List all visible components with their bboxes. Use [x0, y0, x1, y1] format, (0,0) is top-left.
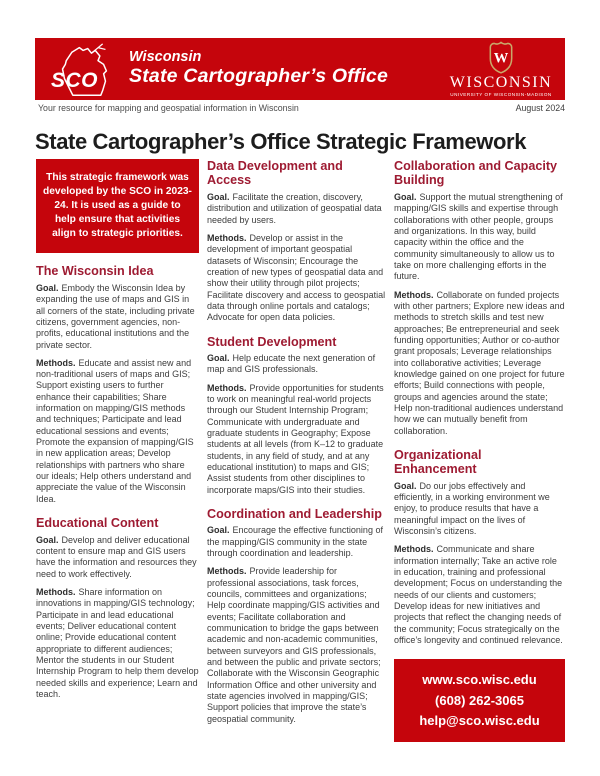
phone-number[interactable]: (608) 262-3065 — [435, 692, 524, 708]
goal-label: Goal. — [36, 282, 59, 293]
goal-paragraph — [207, 353, 386, 376]
goal-label: Goal. — [207, 525, 230, 536]
office-wordmark-line2: State Cartographer’s Office — [129, 65, 388, 88]
tagline-row — [38, 103, 565, 113]
goal-paragraph — [36, 535, 199, 580]
methods-text: Communicate and share information internally; Take an active role in education, training and professional development; Focus on understanding the needs of our clients and customers; Develop ideas for new initiatives and projects that reflect the changing needs of the community; Focus strategically on the office’s longevity and continued relevance. — [394, 544, 563, 646]
goal-label: Goal. — [394, 191, 417, 202]
methods-text: Collaborate on funded projects with other partners; Explore new ideas and methods to stretch skills and test new approaches; Be entrepreneurial and seek funding opportunities; Author or co-author grant proposals; Leverage relationships into collaborative activities; Leverage knowledge gained on one project for future efforts; Build connections with people, groups and agencies around the state; Help non-traditional audiences understand how we can mutually benefit from collaboration. — [394, 289, 565, 436]
methods-label: Methods. — [207, 382, 247, 393]
section-heading: Data Development and Access — [207, 159, 343, 188]
section-heading: The Wisconsin Idea — [36, 264, 154, 279]
methods-text: Share information on innovations in mapping/GIS technology; Participate in and lead educational events; Deliver educational content online; Provide educational content appropriate to different audiences; Mentor the students in our Student Internship Program to help them develop needed skills and experience; Learn and teach. — [36, 586, 199, 699]
methods-label: Methods. — [207, 566, 247, 577]
goal-text: Develop and deliver educational content to ensure map and GIS users have the information and resources they need to work effectively. — [36, 534, 197, 579]
crest-letter: W — [493, 50, 509, 67]
tagline: Your resource for mapping and geospatial information in Wisconsin — [38, 103, 299, 113]
methods-paragraph — [36, 587, 199, 700]
office-wordmark — [129, 50, 388, 87]
methods-text: Provide leadership for professional associations, task forces, councils, committees and organizations; Help coordinate mapping/GIS activities and events; Facilitate collaboration and communication to bridge the gaps between academic and non-academic communities, between surveyors and GIS professionals, and between the public and private sectors; Collaborate with the Wisconsin Geographic Information Office and other university and state agencies involved in mapping/GIS; Support policies that improve the state’s geospatial community. — [207, 566, 381, 724]
goal-text: Help educate the next generation of map and GIS professionals. — [207, 353, 376, 375]
column-2 — [207, 155, 386, 742]
goal-label: Goal. — [394, 480, 417, 491]
goal-text: Do our jobs effectively and efficiently, in a working environment we enjoy, to produce results that have a meaningful impact on the lives of Wisconsin’s citizens. — [394, 480, 550, 537]
column-3 — [394, 155, 565, 742]
goal-paragraph — [394, 481, 565, 538]
methods-text: Develop or assist in the development of important geospatial datasets of Wisconsin; Encourage the creation of new types of geospatial data and show their utility through pilot projects; Facilitate discovery and access to geospatial data through online portals and catalogs; Advocate for open data policies. — [207, 232, 386, 323]
goal-label: Goal. — [207, 353, 230, 364]
column-1 — [36, 155, 199, 742]
goal-text: Encourage the effective functioning of the mapping/GIS community in the state through coordination and leadership. — [207, 525, 383, 559]
contact-box — [394, 659, 565, 741]
section-heading: Coordination and Leadership — [207, 506, 382, 521]
goal-paragraph — [207, 192, 386, 226]
uw-crest-logo — [447, 41, 555, 98]
section-coordination-leadership — [207, 507, 386, 725]
pen-stroke-icon — [91, 44, 105, 53]
section-heading: Educational Content — [36, 516, 159, 531]
sco-logo — [45, 39, 123, 99]
section-wisconsin-idea — [36, 264, 199, 505]
methods-paragraph — [36, 358, 199, 505]
methods-text: Educate and assist new and non-traditional users of maps and GIS; Support existing users to further enhance their capabilities; Share information on mapping/GIS methods and techniques; Participate and lead educational sessions and events; Promote the expansion of mapping/GIS in new application areas; Develop relationships with partners who share our ideals; Help others understand and appreciate the value of the Wisconsin Idea. — [36, 357, 194, 504]
goal-text: Support the mutual strengthening of mapping/GIS skills and expertise through collaborations with other people, groups and organizations. In this way, build capacity within the office and the community simultaneously to allow us to take on more challenging efforts in the future. — [394, 191, 563, 282]
section-student-development — [207, 335, 386, 496]
methods-text: Provide opportunities for students to work on meaningful real-world projects through our Student Internship Program; Communicate with undergraduate and graduate students in Geography; Expose students at all levels (from K–12 to graduate students, in any field of study, and at any educational institution) to maps and GIS; Assist students from other disciplines to incorporate maps/GIS into their studies. — [207, 382, 384, 495]
page-title: State Cartographer’s Office Strategic Framework — [35, 128, 527, 154]
methods-paragraph — [207, 383, 386, 496]
methods-label: Methods. — [394, 544, 434, 555]
section-organizational-enhancement — [394, 448, 565, 647]
website-link[interactable]: www.sco.wisc.edu — [422, 672, 537, 688]
methods-label: Methods. — [394, 289, 434, 300]
goal-label: Goal. — [36, 534, 59, 545]
goal-label: Goal. — [207, 191, 230, 202]
methods-paragraph — [394, 544, 565, 646]
methods-paragraph — [207, 566, 386, 725]
goal-text: Embody the Wisconsin Idea by expanding the use of maps and GIS in all corners of the state, including private citizens, government agencies, non-profits, educational institutions and the private sector. — [36, 282, 195, 350]
uw-shield-icon — [488, 41, 514, 74]
columns-container — [36, 155, 565, 742]
crest-subtitle: UNIVERSITY OF WISCONSIN-MADISON — [450, 91, 552, 97]
methods-label: Methods. — [36, 586, 76, 597]
email-link[interactable]: help@sco.wisc.edu — [419, 712, 540, 728]
intro-callout-box: This strategic framework was developed by the SCO in 2023-24. It is used as a guide to help ensure that activities align to strategic priorities. — [36, 159, 199, 253]
methods-paragraph — [394, 290, 565, 437]
goal-paragraph — [36, 283, 199, 351]
crest-wordmark: WISCONSIN — [449, 73, 553, 91]
section-data-development — [207, 159, 386, 324]
section-heading: Organizational Enhancement — [394, 447, 482, 477]
methods-label: Methods. — [36, 357, 76, 368]
goal-paragraph — [394, 192, 565, 283]
goal-text: Facilitate the creation, discovery, distribution and utilization of geospatial data needed by users. — [207, 191, 382, 225]
section-collaboration-capacity — [394, 159, 565, 437]
section-heading: Collaboration and Capacity Building — [394, 159, 558, 188]
header-banner — [35, 38, 565, 100]
section-educational-content — [36, 516, 199, 700]
office-wordmark-line1: Wisconsin — [129, 49, 202, 66]
methods-label: Methods. — [207, 232, 247, 243]
issue-date: August 2024 — [515, 103, 565, 113]
methods-paragraph — [207, 233, 386, 324]
sco-acronym: SCO — [51, 69, 99, 92]
goal-paragraph — [207, 525, 386, 559]
section-heading: Student Development — [207, 334, 337, 349]
